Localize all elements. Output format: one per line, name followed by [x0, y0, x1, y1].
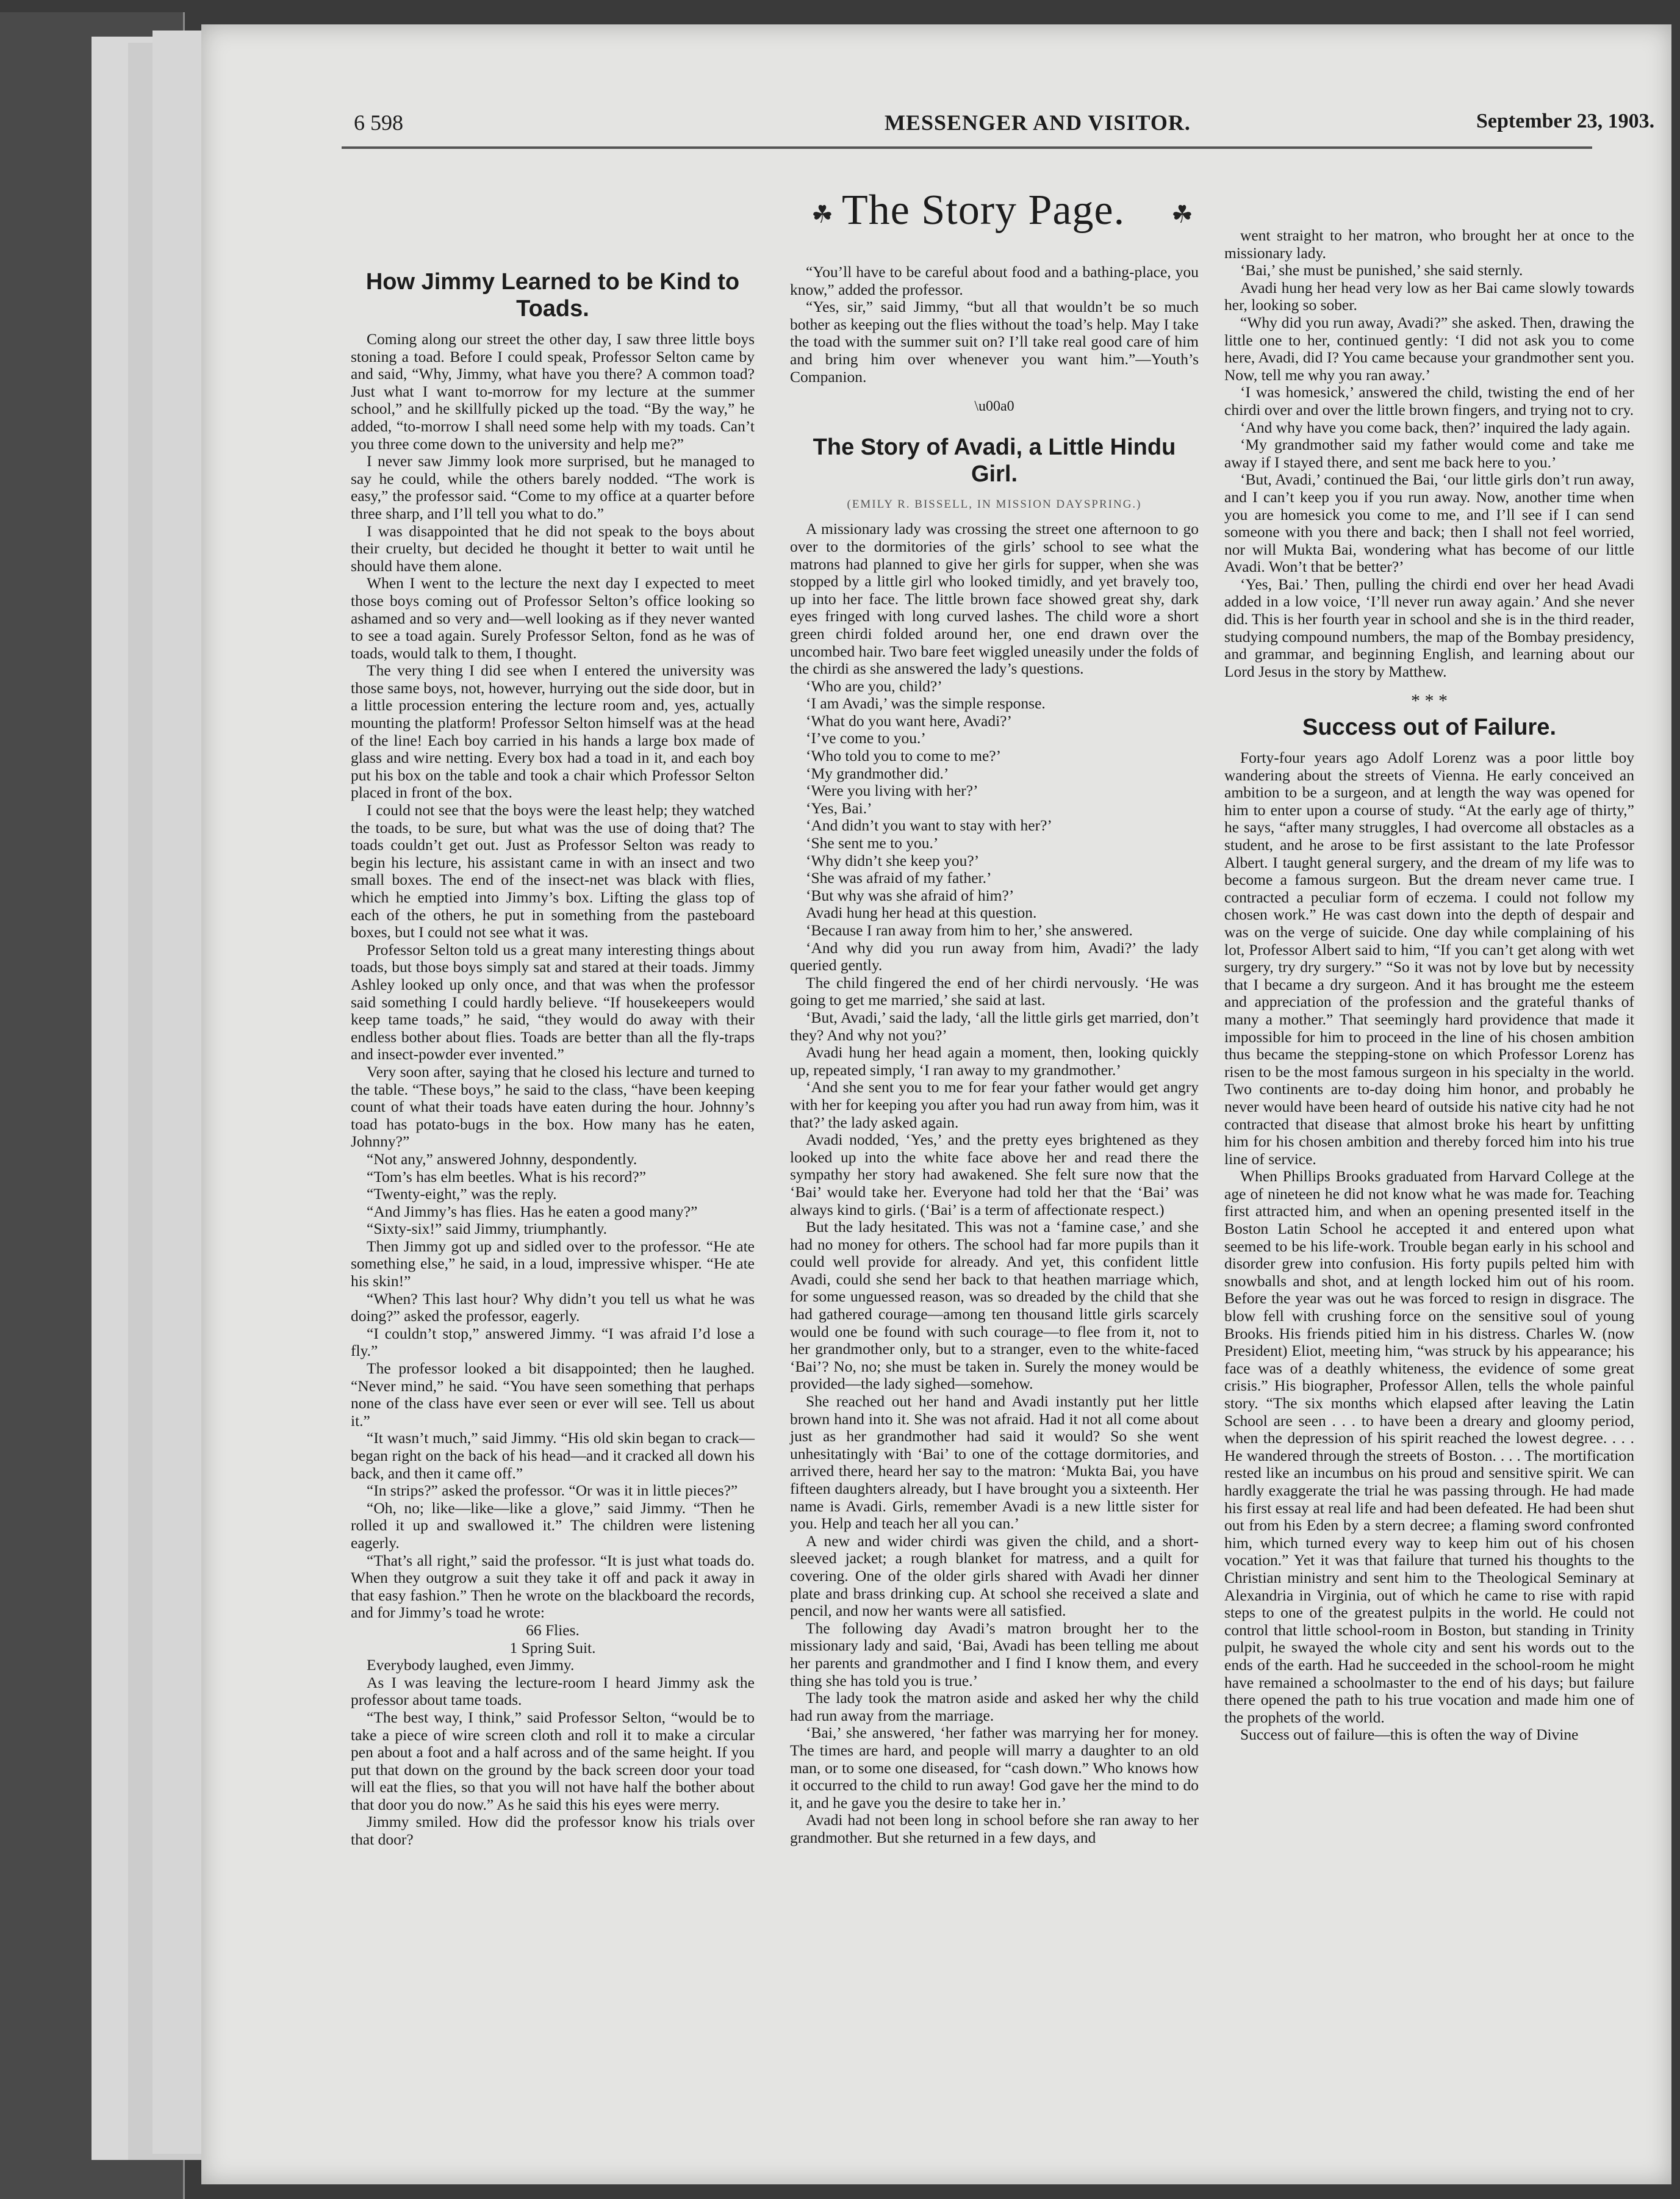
page-number: 6 598	[354, 110, 403, 135]
jimmy-story	[351, 331, 755, 1622]
paragraph: “The best way, I think,” said Professor Selton, “would be to take a piece of wire screen cloth and roll it to make a circular pen about a foot and a half across and of the same height. If you put that down on the ground by the back screen door your toad will eat the flies, so that you will not have half the bother about that door you do now.” As he said this his eyes were merry.	[351, 1708, 755, 1813]
avadi-headline: The Story of Avadi, a Little Hindu Girl.	[813, 434, 1176, 487]
avadi-byline: (EMILY R. BISSELL, IN MISSION DAYSPRING.)	[847, 497, 1142, 511]
paragraph: The very thing I did see when I entered the university was those same boys, not, however, hurrying out the side door, but in a little procession entering the lecture room and, yes, actually mounting the platform! Professor Selton himself was at the head of the line! Each boy carried in his hands a large box made of glass and wire netting. Every box had a toad in it, and each boy put his box on the table and took a chair which Professor Selton placed in front of the box.	[351, 661, 755, 802]
paragraph: ‘She sent me to you.’	[806, 834, 939, 852]
paragraph: ‘My grandmother said my father would come and take me away if I stayed there, and sent me back here to you.’	[1224, 436, 1634, 471]
ornament-icon: ☘	[1171, 201, 1193, 228]
paragraph: ‘She was afraid of my father.’	[806, 869, 992, 887]
issue-date: September 23, 1903.	[1476, 110, 1655, 132]
paragraph: I could not see that the boys were the least help; they watched the toads, to be sure, but what was the use of doing that? The toads couldn’t get out. Just as Professor Selton was ready to begin his lecture, his assistant came in with an insect and two small boxes. The end of the insect-net was black with flies, which he emptied into Jimmy’s box. Lifting the glass top of each of the others, he put in something from the pasteboard boxes, but I could not see what it was.	[351, 801, 755, 941]
paragraph: “Yes, sir,” said Jimmy, “but all that wouldn’t be so much bother as keeping out the flies without the toad’s help. May I take the toad with the summer suit on? I’ll take real good care of him and bring him over whenever you want him.”—Youth’s Companion.	[790, 298, 1199, 386]
avadi-story-continued	[1224, 227, 1634, 680]
paragraph: “You’ll have to be careful about food and a bathing-place, you know,” added the professor.	[790, 263, 1199, 298]
paragraph: The following day Avadi’s matron brought her to the missionary lady and said, ‘Bai, Avadi has been telling me about her parents and grandmother and I find I know them, and every thing she has told you is true.’	[790, 1619, 1199, 1690]
paragraph: “When? This last hour? Why didn’t you tell us what he was doing?” asked the professor, eagerly.	[351, 1289, 755, 1325]
paragraph: Everybody laughed, even Jimmy.	[367, 1656, 575, 1674]
paragraph: Professor Selton told us a great many interesting things about toads, but those boys simply sat and stared at their toads. Jimmy Ashley looked up only once, and that was when the professor said something I could hardly believe. “If housekeepers would keep tame toads,” he said, “they would do away with their endless bother about flies. Toads are better than all the fly-traps and insect-powder ever invented.”	[351, 940, 755, 1064]
paragraph: “Tom’s has elm beetles. What is his record?”	[367, 1167, 647, 1186]
paragraph: ‘Bai,’ she answered, ‘her father was marrying her for money. The times are hard, and people will marry a daughter to an old man, or to some one diseased, for “cash down.” Who knows how it occurred to the child to run away! God gave her the mind to do it, and he gave you the desire to take her in.’	[790, 1724, 1199, 1812]
paragraph: The child fingered the end of her chirdi nervously. ‘He was going to get me married,’ she said at last.	[790, 973, 1199, 1009]
paragraph: She reached out her hand and Avadi instantly put her little brown hand into it. She was not afraid. Had it not all come about just as her grandmother had said it would? So she went unhesitatingly with ‘Bai’ to one of the cottage dormitories, and arrived there, heard her say to the matron: ‘Mukta Bai, you have fifteen daughters already, but I have brought you a sixteenth. Her name is Avadi. Girls, remember Avadi is a new little sister for you. Help and teach her all you can.’	[790, 1392, 1199, 1533]
paragraph: ‘Because I ran away from him to her,’ she answered.	[806, 921, 1133, 939]
paragraph: But the lady hesitated. This was not a ‘famine case,’ and she had no money for others. The school had far more pupils than it could well provide for already. And yet, this confident little Avadi, could she send her back to that heathen marriage which, for some unguessed reason, was so dreaded by the child that she had gathered courage—among ten thousand little girls scarcely would one be found with such courage—to flee from it, not to her grandmother only, but to a stranger, even to the white-faced ‘Bai’? No, no; she must be taken in. Surely the money would be provided—the lady sighed—somehow.	[790, 1218, 1199, 1393]
avadi-story	[790, 520, 1199, 1846]
newspaper-page	[201, 24, 1671, 2184]
success-headline: Success out of Failure.	[1302, 714, 1556, 741]
paragraph: ‘But why was she afraid of him?’	[806, 886, 1014, 904]
paragraph: Avadi hung her head very low as her Bai came slowly towards her, looking so sober.	[1224, 278, 1634, 314]
paragraph: “I couldn’t stop,” answered Jimmy. “I was afraid I’d lose a fly.”	[351, 1324, 755, 1360]
column-3	[1224, 227, 1634, 1744]
paragraph: Very soon after, saying that he closed his lecture and turned to the table. “These boys,” he said to the class, “have been keeping count of what their toads have eaten during the hour. Johnny’s toad has potato-bugs in the box. How many has he eaten, Johnny?”	[351, 1062, 755, 1151]
paragraph: ‘What do you want here, Avadi?’	[806, 711, 1012, 730]
paragraph: When Phillips Brooks graduated from Harvard College at the age of nineteen he did not know what he was made for. Teaching first attracted him, and when an opening presented itself in the Boston Latin School he accepted it and entered upon what seemed to be his life-work. Trouble began early in his school and disorder grew into confusion. His forty pupils pelted him with snowballs and shot, and at length locked him out of his room. Before the year was out he was forced to resign in disgrace. The blow fell with crushing force on the sensitive soul of young Brooks. His friends pitied him in his distress. Charles W. (now President) Eliot, meeting him, “was struck by his appearance; his face was of a deathly whiteness, the evidence of some great crisis.” His biographer, Professor Allen, tells the whole painful story. “The six months which elapsed after leaving the Latin School are seen . . . to have been a dreary and gloomy period, when the depression of his spirit reached the lowest degree. . . . He wandered through the streets of Boston. . . . The mortification rested like an incumbus on his proud and sensitive spirit. We can hardly exaggerate the trial he was passing through. He had made his first essay at real life and had been defeated. He had been shut out from his Eden by a stern decree; a flaming sword confronted him, which turned every way to keep him out of his chosen vocation.” Yet it was that failure that turned his thoughts to the Christian ministry and sent him to the Theological Seminary at Alexandria in Virginia, out of which he came to rise with rapid steps to one of the greatest pulpits in the world. He could not control that little school-room in Boston, but standing in Trinity pulpit, he swayed the whole city and sent his words out to the ends of the earth. Had he succeeded in the school-room he might have remained a schoolmaster to the end of his days; but failure there opened the path to his true vocation and made him one of the prophets of the world.	[1224, 1167, 1634, 1726]
paragraph: ‘And why have you come back, then?’ inquired the lady again.	[1240, 418, 1631, 436]
section-title: The Story Page.	[842, 187, 1125, 234]
paragraph: A new and wider chirdi was given the child, and a short-sleeved jacket; a rough blanket for matress, and a quilt for covering. One of the older girls shared with Avadi her dinner plate and brass drinking cup. At school she received a slate and pencil, and now her wants were all satisfied.	[790, 1531, 1199, 1620]
section-stars: * * *	[1411, 691, 1448, 711]
record-line: 1 Spring Suit.	[509, 1638, 596, 1657]
paragraph: A missionary lady was crossing the street one afternoon to go over to the dormitories of the girls’ school to see what the matrons had planned to give her girls for supper, when she was stopped by a little girl who looked timidly, and yet bravely too, up into her face. The little brown face showed great shy, dark eyes fringed with long curved lashes. The child wore a short green chirdi folded around her, one end drawn over the uncombed hair. Two bare feet wiggled uneasily under the folds of the chirdi as she answered the lady’s questions.	[790, 520, 1199, 678]
paragraph: “Twenty-eight,” was the reply.	[367, 1185, 557, 1203]
masthead: MESSENGER AND VISITOR.	[885, 110, 1191, 135]
paragraph: Avadi hung her head at this question.	[806, 904, 1037, 922]
paragraph: ‘And didn’t you want to stay with her?’	[806, 816, 1052, 835]
paragraph: ‘Who told you to come to me?’	[806, 747, 1002, 765]
jimmy-headline: How Jimmy Learned to be Kind to Toads.	[365, 269, 740, 322]
jimmy-story-end	[351, 1657, 755, 1849]
paragraph: ‘And why did you run away from him, Avadi?’ the lady queried gently.	[790, 938, 1199, 974]
paragraph: The lady took the matron aside and asked her why the child had run away from the marriage.	[790, 1689, 1199, 1724]
paragraph: Coming along our street the other day, I saw three little boys stoning a toad. Before I could speak, Professor Selton came by and said, “Why, Jimmy, what have you there? A common toad? Just what I want to-morrow for my lecture at the summer school,” and he skillfully picked up the toad. “By the way,” he added, “to-morrow I shall need some help with my toads. Can’t you three come down to the university and help me?”	[351, 330, 755, 453]
paragraph: Forty-four years ago Adolf Lorenz was a poor little boy wandering about the streets of Vienna. He early conceived an ambition to be a surgeon, and at length the way was opened for him to enter upon a course of study. “At the early age of thirty,” he says, “after many struggles, I had overcome all obstacles as a student, and he arose to be first assistant to the late Professor Albert. I taught general surgery, and the dream of my life was to become a famous surgeon. But the dream never came true. I contracted a peculiar form of eczema. I could not follow my chosen work.” He was cast down into the depth of despair and was on the verge of suicide. One day while complaining of his lot, Professor Albert said to him, “If you can’t get along with wet surgery, try dry surgery.” “So it was not by love but by necessity that I became a dry surgeon. And it has brought me the esteem and appreciation of the profession and the grateful thanks of many a mother.” That seemingly hard providence that made it impossible for him to proceed in the line of his chosen ambition thus became the stepping-stone on which Professor Lorenz has risen to be the most famous surgeon in his specialty in the world. Two continents are to-day doing him honor, and probably he never would have been heard of outside his native city had he not contracted that disease that almost broke his heart by unfitting him for his chosen ambition and thereby forced him into his true line of service.	[1224, 749, 1634, 1168]
paragraph: When I went to the lecture the next day I expected to meet those boys coming out of Professor Selton’s office looking so ashamed and so very and—well looking as if they never wanted to see a toad again. Surely Professor Selton, fond as he was of toads, would talk to them, I thought.	[351, 574, 755, 662]
paragraph: “That’s all right,” said the professor. “It is just what toads do. When they outgrow a suit they take it off and pack it away in that easy fashion.” Then he wrote on the blackboard the records, and for Jimmy’s toad he wrote:	[351, 1551, 755, 1622]
column-1	[351, 268, 755, 1849]
paragraph: Avadi nodded, ‘Yes,’ and the pretty eyes brightened as they looked up into the white face above her and read there the sympathy her story had awakened. She felt sure now that the ‘Bai’ would take her. Everyone had told her that the ‘Bai’ was always kind to girls. (‘Bai’ is a term of affectionate respect.)	[790, 1131, 1199, 1218]
paragraph: I never saw Jimmy look more surprised, but he managed to say he could, while the others barely nodded. “The work is easy,” the professor said. “Come to my office at a quarter before three sharp, and I’ll tell you what to do.”	[351, 452, 755, 522]
paragraph: ‘But, Avadi,’ continued the Bai, ‘our little girls don’t run away, and I can’t keep you if you run away. Now, another time when you are homesick you come to me, and I’ll see if I can send someone with you there and back; then I shall not feel worried, nor will Mukta Bai, wondering what has become of our little Avadi. Won’t that be better?’	[1224, 470, 1634, 576]
paragraph: ‘Who are you, child?’	[806, 677, 942, 695]
paragraph: ‘Yes, Bai.’ Then, pulling the chirdi end over her head Avadi added in a low voice, ‘I’ll never run away again.’ And she never did. This is her fourth year in school and she is in the third reader, studying compound numbers, the map of the Bombay presidency, and grammar, and beginning English, and learning about our Lord Jesus in the story by Matthew.	[1224, 575, 1634, 680]
paragraph: “Sixty-six!” said Jimmy, triumphantly.	[367, 1220, 608, 1238]
paragraph: ‘Bai,’ she must be punished,’ she said sternly.	[1240, 261, 1523, 279]
paragraph: ‘Why didn’t she keep you?’	[806, 851, 980, 869]
paragraph: Avadi hung her head again a moment, then, looking quickly up, repeated simply, ‘I ran away to my grandmother.’	[790, 1043, 1199, 1079]
paragraph: ‘My grandmother did.’	[806, 764, 949, 782]
header-rule	[342, 146, 1592, 149]
paragraph: “Why did you run away, Avadi?” she asked. Then, drawing the little one to her, continued gently: ‘I did not ask you to come here, Avadi, did I? You came because your grandmother sent you. Now, tell me why you ran away.’	[1224, 313, 1634, 384]
paragraph: “It wasn’t much,” said Jimmy. “His old skin began to crack—began right on the back of his head—and it cracked all down his back, and then it came off.”	[351, 1429, 755, 1482]
ornament-icon: ☘	[811, 201, 833, 228]
page-header	[201, 110, 1671, 146]
paragraph: “In strips?” asked the professor. “Or was it in little pieces?”	[367, 1481, 738, 1500]
paragraph: “Oh, no; like—like—like a glove,” said Jimmy. “Then he rolled it up and swallowed it.” The children were listening eagerly.	[351, 1499, 755, 1552]
paragraph: The professor looked a bit disappointed; then he laughed. “Never mind,” he said. “You have seen something that perhaps none of the class have ever seen or ever will see. Tell us about it.”	[351, 1359, 755, 1430]
paragraph: Jimmy smiled. How did the professor know his trials over that door?	[351, 1813, 755, 1849]
success-story	[1224, 749, 1634, 1744]
paragraph: Avadi had not been long in school before she ran away to her grandmother. But she returned in a few days, and	[790, 1811, 1199, 1846]
paragraph: ‘Were you living with her?’	[806, 782, 978, 800]
paragraph: ‘And she sent you to me for fear your father would get angry with her for keeping you after you had run away from him, was it that?’ the lady asked again.	[790, 1078, 1199, 1131]
paragraph: Success out of failure—this is often the way of Divine	[1240, 1726, 1579, 1744]
paragraph: As I was leaving the lecture-room I heard Jimmy ask the professor about tame toads.	[351, 1673, 755, 1709]
paragraph: ‘I am Avadi,’ was the simple response.	[806, 694, 1046, 713]
record-line: 66 Flies.	[526, 1621, 580, 1639]
divider: \u00a0	[974, 398, 1014, 415]
paragraph: ‘I’ve come to you.’	[806, 729, 926, 747]
paragraph: ‘But, Avadi,’ said the lady, ‘all the little girls get married, don’t they? And why not you?’	[790, 1008, 1199, 1044]
paragraph: went straight to her matron, who brought her at once to the missionary lady.	[1224, 226, 1634, 262]
paragraph: ‘I was homesick,’ answered the child, twisting the end of her chirdi over and over the little brown fingers, and trying not to cry.	[1224, 383, 1634, 419]
paragraph: Then Jimmy got up and sidled over to the professor. “He ate something else,” he said, in a loud, impressive whisper. “He ate his skin!”	[351, 1237, 755, 1290]
column-2	[790, 264, 1199, 1846]
paragraph: ‘Yes, Bai.’	[806, 799, 872, 817]
jimmy-story-continued	[790, 264, 1199, 386]
paragraph: “Not any,” answered Johnny, despondently.	[367, 1150, 637, 1168]
paragraph: I was disappointed that he did not speak to the boys about their cruelty, but decided he thought it better to wait until he should have them alone.	[351, 522, 755, 575]
paragraph: “And Jimmy’s has flies. Has he eaten a good many?”	[367, 1202, 698, 1220]
